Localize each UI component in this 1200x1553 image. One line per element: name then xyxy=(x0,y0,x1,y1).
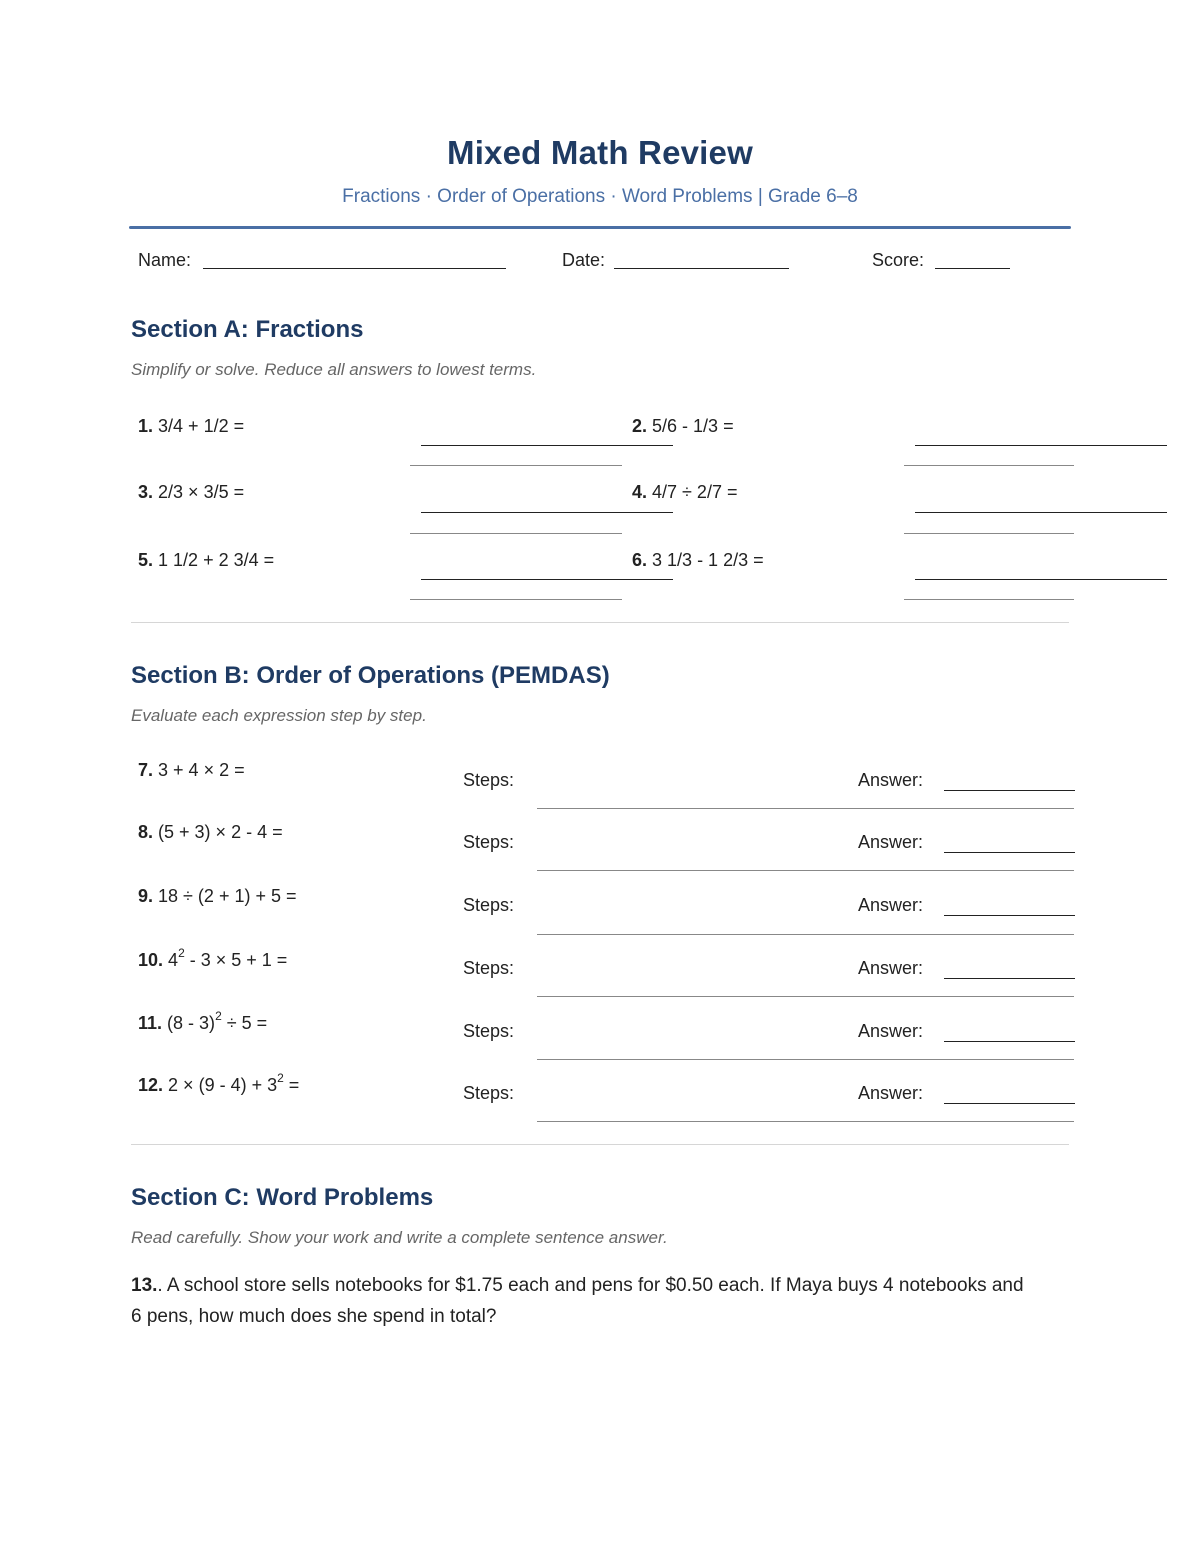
problem-expression: 4 xyxy=(168,950,179,970)
steps-line-10[interactable] xyxy=(537,996,1074,997)
steps-label: Steps: xyxy=(463,1083,515,1103)
section-a-title: Section A: Fractions xyxy=(131,316,364,343)
problem-9 xyxy=(138,886,297,907)
problem-expression: 1 1/2 + 2 3/4 = xyxy=(158,550,275,570)
section-c-title: Section C: Word Problems xyxy=(131,1184,434,1211)
problem-number: 12. xyxy=(138,1075,164,1095)
answer-line-6[interactable] xyxy=(915,579,1167,580)
section-b-title: Section B: Order of Operations (PEMDAS) xyxy=(131,662,610,689)
work-line-1 xyxy=(410,465,622,466)
problem-4 xyxy=(632,482,737,503)
steps-line-8[interactable] xyxy=(537,870,1074,871)
problem-number: 7. xyxy=(138,760,154,780)
problem-8 xyxy=(138,822,283,843)
section-divider xyxy=(131,622,1069,623)
exponent: 2 xyxy=(178,946,185,960)
problem-number: 11. xyxy=(138,1013,163,1033)
answer-line-10[interactable] xyxy=(944,978,1075,979)
work-line-6 xyxy=(904,599,1074,600)
problem-number: 4. xyxy=(632,482,648,502)
problem-11 xyxy=(138,1011,267,1034)
name-label: Name: xyxy=(138,250,192,270)
section-a-instructions: Simplify or solve. Reduce all answers to lowest terms. xyxy=(131,360,537,379)
answer-label: Answer: xyxy=(858,770,924,790)
work-line-5 xyxy=(410,599,622,600)
section-b-instructions: Evaluate each expression step by step. xyxy=(131,706,427,725)
answer-line-11[interactable] xyxy=(944,1041,1075,1042)
word-problem-13 xyxy=(131,1270,1031,1332)
answer-label: Answer: xyxy=(858,958,924,978)
name-field[interactable] xyxy=(203,268,506,269)
problem-number: 8. xyxy=(138,822,154,842)
section-divider xyxy=(131,1144,1069,1145)
word-problem-text: . A school store sells notebooks for $1.75 each and pens for $0.50 each. If Maya buys 4 notebooks and 6 pens, how much does she spend in total? xyxy=(131,1275,1024,1327)
title-divider xyxy=(129,226,1071,229)
answer-line-12[interactable] xyxy=(944,1103,1075,1104)
steps-label: Steps: xyxy=(463,895,515,915)
exponent: 2 xyxy=(215,1009,222,1023)
answer-line-5[interactable] xyxy=(421,579,673,580)
problem-1 xyxy=(138,416,244,437)
work-line-4 xyxy=(904,533,1074,534)
page-subtitle: Fractions · Order of Operations · Word Problems | Grade 6–8 xyxy=(342,186,858,207)
steps-label: Steps: xyxy=(463,1021,515,1041)
work-line-2 xyxy=(904,465,1074,466)
steps-label: Steps: xyxy=(463,770,515,790)
problem-6 xyxy=(632,550,764,571)
date-label: Date: xyxy=(562,250,606,270)
steps-line-12[interactable] xyxy=(537,1121,1074,1122)
steps-line-11[interactable] xyxy=(537,1059,1074,1060)
problem-expression: 4/7 ÷ 2/7 = xyxy=(652,482,738,502)
answer-line-3[interactable] xyxy=(421,512,673,513)
problem-expression: 3 + 4 × 2 = xyxy=(158,760,245,780)
work-line-3 xyxy=(410,533,622,534)
answer-line-1[interactable] xyxy=(421,445,673,446)
problem-3 xyxy=(138,482,244,503)
problem-expression: (5 + 3) × 2 - 4 = xyxy=(158,822,283,842)
steps-line-7[interactable] xyxy=(537,808,1074,809)
problem-number: 6. xyxy=(632,550,648,570)
problem-expression: 2 × (9 - 4) + 3 xyxy=(168,1075,278,1095)
date-field[interactable] xyxy=(614,268,789,269)
page-title: Mixed Math Review xyxy=(447,134,753,171)
answer-line-4[interactable] xyxy=(915,512,1167,513)
answer-line-7[interactable] xyxy=(944,790,1075,791)
problem-expression: (8 - 3) xyxy=(167,1013,216,1033)
problem-number: 13. xyxy=(131,1275,158,1296)
steps-label: Steps: xyxy=(463,832,515,852)
answer-label: Answer: xyxy=(858,832,924,852)
answer-line-9[interactable] xyxy=(944,915,1075,916)
problem-expression-rest: = xyxy=(283,1075,300,1095)
exponent: 2 xyxy=(277,1071,284,1085)
problem-expression: 3/4 + 1/2 = xyxy=(158,416,245,436)
problem-expression-rest: ÷ 5 = xyxy=(221,1013,268,1033)
problem-expression: 3 1/3 - 1 2/3 = xyxy=(652,550,764,570)
section-c-instructions: Read carefully. Show your work and write a complete sentence answer. xyxy=(131,1228,668,1247)
answer-label: Answer: xyxy=(858,1083,924,1103)
answer-line-2[interactable] xyxy=(915,445,1167,446)
score-label: Score: xyxy=(872,250,925,270)
score-field[interactable] xyxy=(935,268,1010,269)
problem-2 xyxy=(632,416,734,437)
problem-expression: 2/3 × 3/5 = xyxy=(158,482,245,502)
problem-number: 3. xyxy=(138,482,154,502)
problem-expression: 18 ÷ (2 + 1) + 5 = xyxy=(158,886,297,906)
answer-label: Answer: xyxy=(858,895,924,915)
problem-5 xyxy=(138,550,274,571)
answer-label: Answer: xyxy=(858,1021,924,1041)
steps-line-9[interactable] xyxy=(537,934,1074,935)
steps-label: Steps: xyxy=(463,958,515,978)
problem-number: 2. xyxy=(632,416,648,436)
problem-expression: 5/6 - 1/3 = xyxy=(652,416,734,436)
problem-number: 1. xyxy=(138,416,154,436)
problem-number: 9. xyxy=(138,886,154,906)
problem-expression-rest: - 3 × 5 + 1 = xyxy=(184,950,288,970)
problem-number: 10. xyxy=(138,950,164,970)
answer-line-8[interactable] xyxy=(944,852,1075,853)
problem-7 xyxy=(138,760,245,781)
problem-10 xyxy=(138,948,287,971)
problem-12 xyxy=(138,1073,299,1096)
problem-number: 5. xyxy=(138,550,154,570)
